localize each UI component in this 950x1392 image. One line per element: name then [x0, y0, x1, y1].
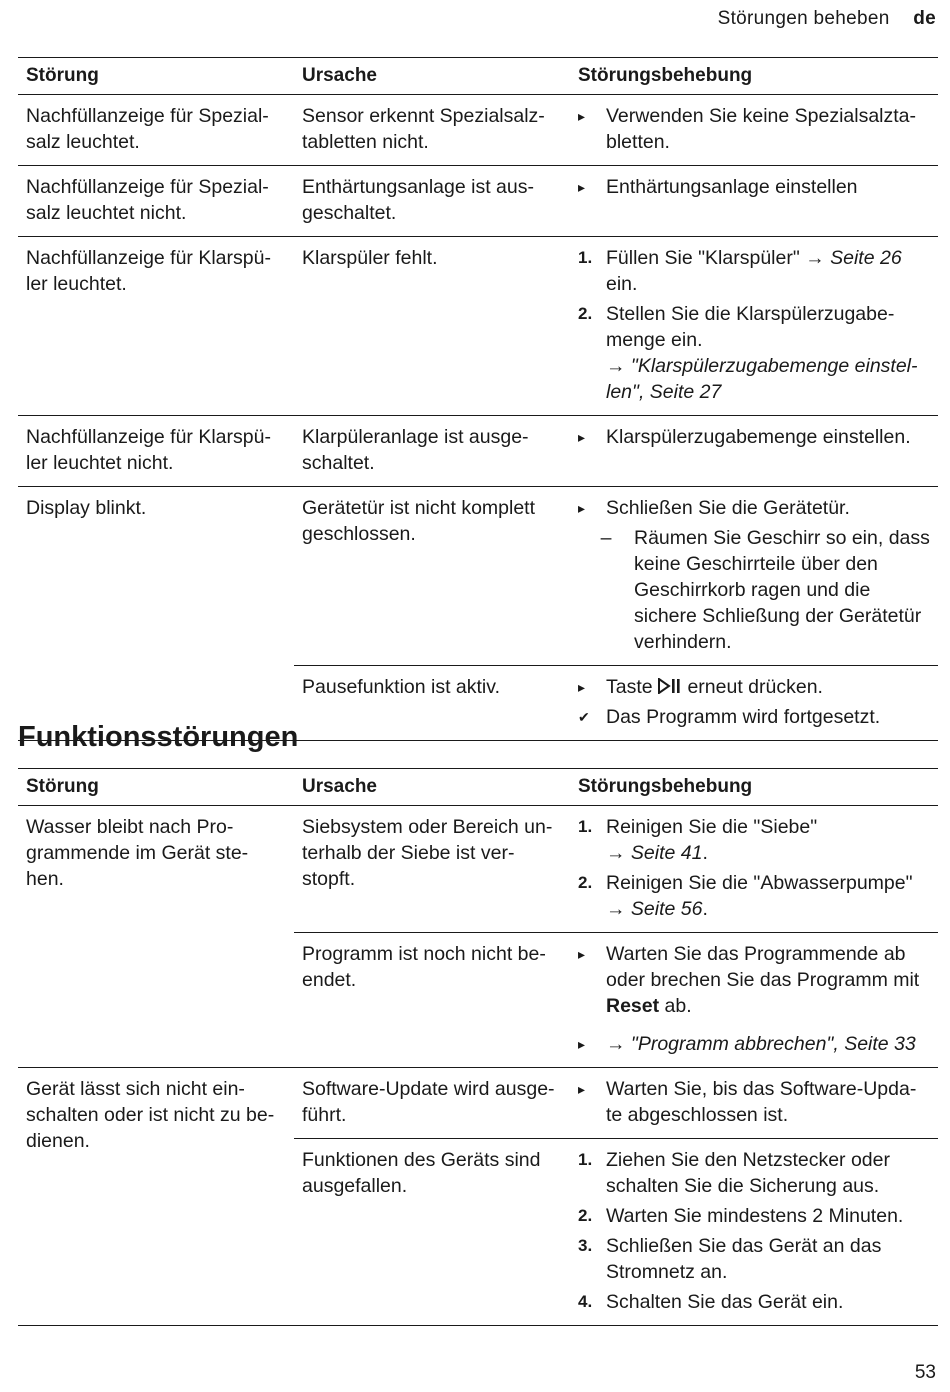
cause-cell: Pausefunktion ist aktiv.	[302, 676, 500, 698]
header-language-code: de	[913, 8, 936, 29]
cause-cell: Sensor erkennt Spezialsalz- tabletten nicht.	[302, 105, 545, 153]
remedy-step	[578, 1147, 930, 1199]
table-header-row	[18, 58, 938, 95]
step-text: Schließen Sie die Gerätetür.	[606, 497, 850, 519]
page-reference-link[interactable]: → Seite 26	[805, 247, 902, 269]
reset-button-label: Reset	[606, 995, 660, 1017]
cause-cell: Siebsystem oder Bereich un- terhalb der Siebe ist ver- stopft.	[302, 816, 553, 890]
remedy-cell	[570, 1068, 938, 1138]
table-row	[18, 806, 938, 1068]
remedy-step	[578, 1289, 930, 1315]
step-text-tail: .	[702, 898, 708, 920]
remedy-cell	[570, 166, 938, 236]
step-number: 1.	[578, 817, 593, 836]
step-text: Verwenden Sie keine Spezialsalzta- bletten.	[606, 105, 917, 153]
remedy-step	[578, 941, 930, 1019]
fault-cell: Nachfüllanzeige für Klarspü- ler leuchtet nicht.	[26, 426, 271, 474]
step-number: 3.	[578, 1236, 593, 1255]
malfunction-table	[18, 768, 938, 1326]
table-row	[18, 95, 938, 166]
table-row	[18, 166, 938, 237]
step-text: Warten Sie das Programmende ab oder brechen Sie das Programm mit	[606, 943, 920, 991]
remedy-cell	[570, 1139, 938, 1325]
fault-cell: Wasser bleibt nach Pro- grammende im Gerät ste- hen.	[26, 816, 249, 890]
step-text-tail: .	[702, 842, 708, 864]
column-header-cause: Ursache	[302, 65, 377, 86]
bullet-marker: ▸	[578, 500, 586, 516]
table-row	[18, 416, 938, 487]
bullet-marker: ▸	[578, 429, 586, 445]
page-header	[718, 8, 936, 30]
cause-subrow	[294, 666, 938, 740]
column-header-fault: Störung	[26, 65, 99, 86]
step-number: 4.	[578, 1292, 593, 1311]
remedy-step	[578, 103, 930, 155]
step-number: 1.	[578, 248, 593, 267]
cause-subrow	[294, 806, 938, 933]
dash-marker: –	[600, 527, 612, 549]
step-number: 2.	[578, 1206, 593, 1225]
step-number: 2.	[578, 304, 593, 323]
remedy-cell	[570, 933, 938, 1067]
step-text: Stellen Sie die Klarspülerzugabe- menge ein.	[606, 303, 895, 351]
remedy-cell	[570, 806, 938, 932]
bullet-marker: ▸	[578, 1036, 586, 1052]
cause-cell: Funktionen des Geräts sind ausgefallen.	[302, 1149, 541, 1197]
remedy-step	[578, 1233, 930, 1285]
cause-cell: Programm ist noch nicht be- endet.	[302, 943, 546, 991]
remedy-step	[578, 1031, 930, 1057]
page-reference-link[interactable]: → "Programm abbrechen", Seite 33	[606, 1033, 916, 1055]
step-text-tail: erneut drücken.	[687, 676, 823, 698]
table-header-row	[18, 769, 938, 806]
bullet-marker: ▸	[578, 946, 586, 962]
cause-subrow	[294, 933, 938, 1067]
remedy-step	[578, 814, 930, 866]
cause-subrow	[294, 1139, 938, 1325]
fault-cell: Nachfüllanzeige für Spezial- salz leuchtet.	[26, 105, 269, 153]
remedy-cell	[570, 487, 938, 665]
cause-cell: Gerätetür ist nicht komplett geschlossen.	[302, 497, 536, 545]
step-text-tail: ab.	[664, 995, 692, 1017]
fault-cell: Nachfüllanzeige für Klarspü- ler leuchtet.	[26, 247, 271, 295]
step-text: Enthärtungsanlage einstellen	[606, 176, 858, 198]
page-reference-link[interactable]: → Seite 56	[606, 898, 703, 920]
cause-cell: Klarspüler fehlt.	[302, 247, 438, 269]
bullet-marker: ▸	[578, 1081, 586, 1097]
header-section-title: Störungen beheben	[717, 8, 890, 29]
remedy-cell	[570, 416, 938, 486]
remedy-step	[578, 495, 930, 521]
cause-subrow	[294, 487, 938, 666]
step-text: Taste	[606, 676, 653, 698]
section-title: Funktionsstörungen	[18, 721, 299, 753]
cause-cell: Software-Update wird ausge- führt.	[302, 1078, 555, 1126]
bullet-marker: ▸	[578, 679, 586, 695]
remedy-step	[578, 674, 930, 700]
fault-cell: Gerät lässt sich nicht ein- schalten oder ist nicht zu be- dienen.	[26, 1078, 275, 1152]
step-text: Ziehen Sie den Netzstecker oder schalten Sie die Sicherung aus.	[606, 1149, 890, 1197]
remedy-cell	[570, 666, 938, 740]
page-reference-link[interactable]: → Seite 41	[606, 842, 703, 864]
step-number: 2.	[578, 873, 593, 892]
step-text: Warten Sie mindestens 2 Minuten.	[606, 1205, 904, 1227]
play-pause-icon	[658, 678, 682, 694]
step-text: Schließen Sie das Gerät an das Stromnetz an.	[606, 1235, 882, 1283]
column-header-cause: Ursache	[302, 776, 377, 797]
bullet-marker: ▸	[578, 108, 586, 124]
fault-cell: Display blinkt.	[26, 497, 147, 519]
table-row	[18, 487, 938, 740]
cause-subrow	[294, 1068, 938, 1139]
remedy-step	[578, 301, 930, 405]
remedy-step	[578, 174, 930, 200]
table-row	[18, 1068, 938, 1325]
dash-subitem	[578, 525, 930, 655]
fault-cell: Nachfüllanzeige für Spezial- salz leuchtet nicht.	[26, 176, 269, 224]
column-header-remedy: Störungsbehebung	[578, 65, 753, 86]
dash-text: Räumen Sie Geschirr so ein, dass keine Geschirrteile über den Geschirrkorb ragen und die sichere Schließung der Gerätetür verhindern.	[634, 527, 930, 653]
column-header-fault: Störung	[26, 776, 99, 797]
checkmark-icon: ✔	[578, 709, 590, 725]
step-text: Reinigen Sie die "Siebe"	[606, 816, 818, 838]
cause-cell: Klarpüleranlage ist ausge- schaltet.	[302, 426, 529, 474]
column-header-remedy: Störungsbehebung	[578, 776, 753, 797]
step-text: Reinigen Sie die "Abwasserpumpe"	[606, 872, 913, 894]
step-number: 1.	[578, 1150, 593, 1169]
result-step	[578, 704, 930, 730]
step-text: Das Programm wird fortgesetzt.	[606, 706, 881, 728]
remedy-step	[578, 1203, 930, 1229]
step-text: Füllen Sie "Klarspüler"	[606, 247, 800, 269]
remedy-step	[578, 424, 930, 450]
step-text: Warten Sie, bis das Software-Upda- te abgeschlossen ist.	[606, 1078, 917, 1126]
remedy-cell	[570, 237, 938, 415]
remedy-step	[578, 870, 930, 922]
troubleshooting-table	[18, 57, 938, 741]
cause-cell: Enthärtungsanlage ist aus- geschaltet.	[302, 176, 534, 224]
page-reference-link[interactable]: → "Klarspülerzugabemenge einstel- len", Seite 27	[606, 355, 918, 403]
step-text: Klarspülerzugabemenge einstellen.	[606, 426, 911, 448]
remedy-cell	[570, 95, 938, 165]
page-number: 53	[914, 1362, 936, 1383]
remedy-step	[578, 245, 930, 297]
bullet-marker: ▸	[578, 179, 586, 195]
remedy-step	[578, 1076, 930, 1128]
step-text-tail: ein.	[606, 273, 638, 295]
step-text: Schalten Sie das Gerät ein.	[606, 1291, 844, 1313]
table-row	[18, 237, 938, 416]
